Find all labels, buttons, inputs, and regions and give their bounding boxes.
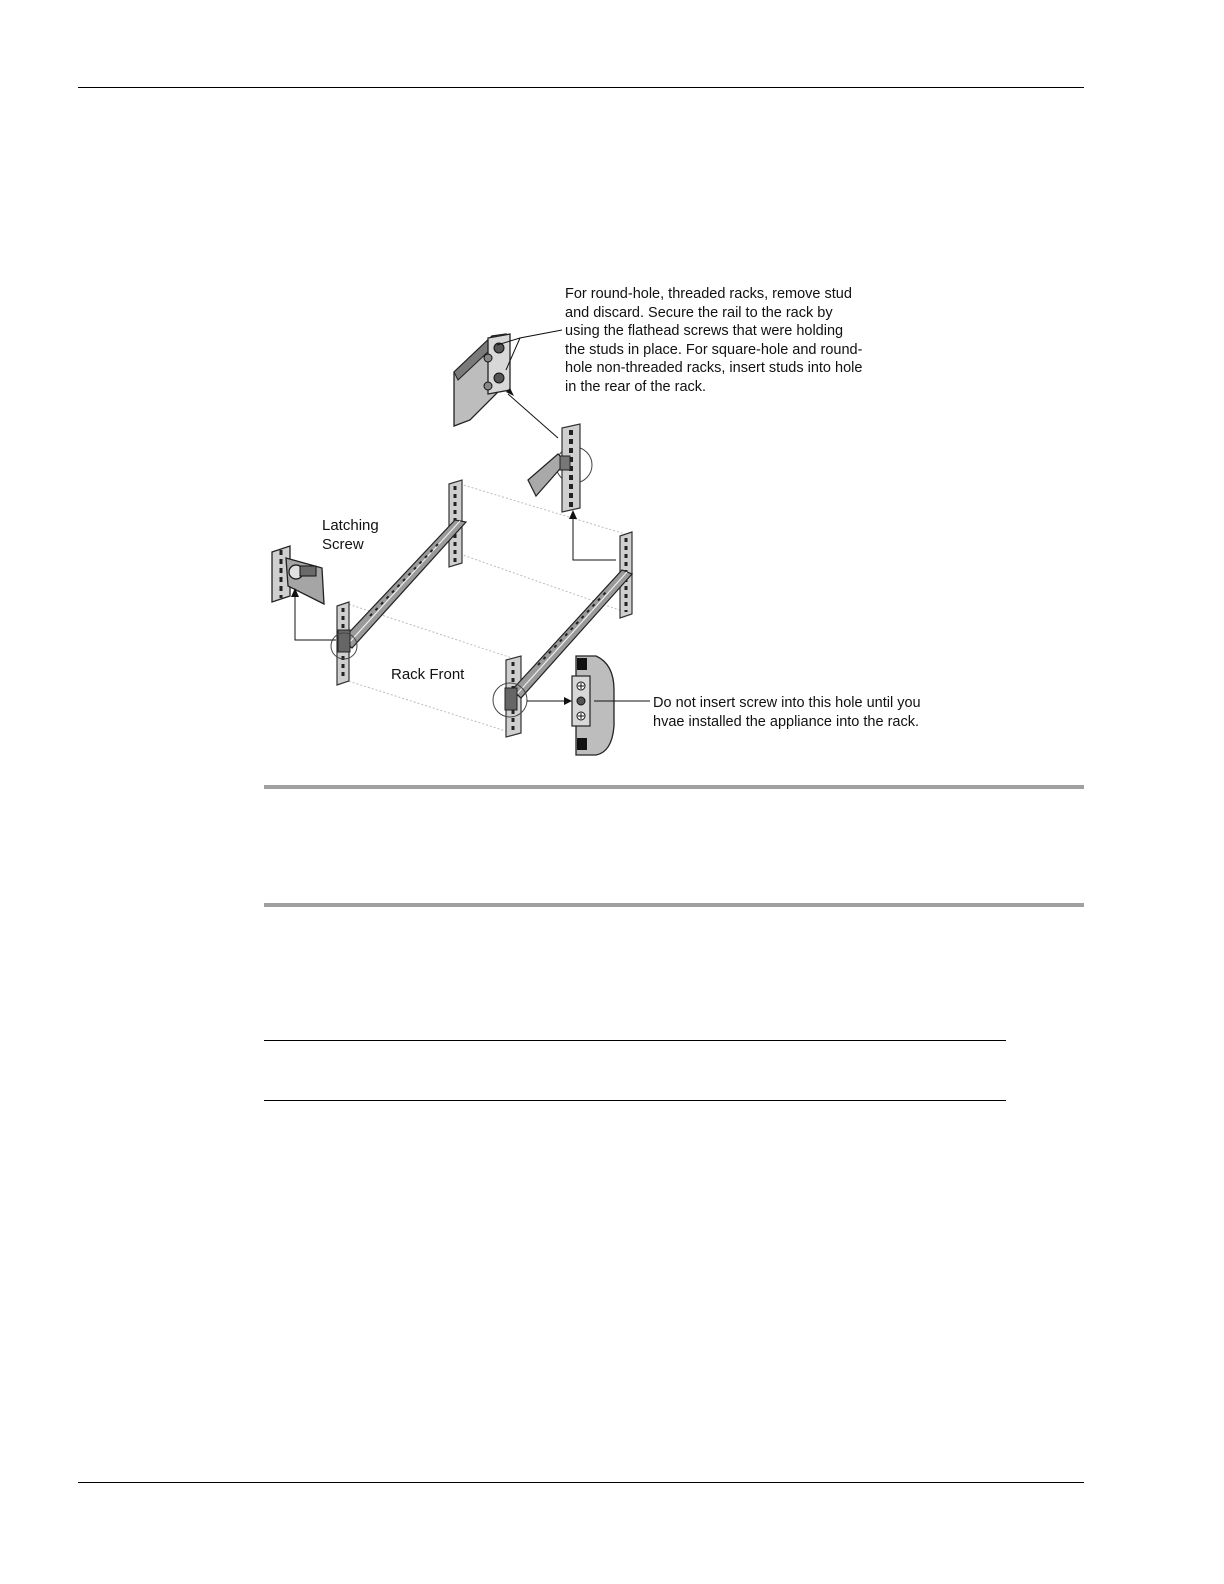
callout-studs-line: in the rear of the rack. — [565, 378, 707, 395]
callout-studs-text — [565, 285, 862, 396]
latching-screw-label — [322, 517, 379, 554]
screw-hole-detail — [572, 656, 614, 755]
stud-bracket-detail — [454, 334, 510, 426]
rear-detail-post — [528, 424, 580, 512]
callout-screw-hole-text — [653, 694, 921, 731]
latching-label-line: Latching — [322, 517, 379, 534]
latching-label-line: Screw — [322, 535, 364, 553]
callout-studs-line: and discard. Secure the rail to the rack by — [565, 304, 833, 321]
rack-front-label: Rack Front — [391, 666, 465, 683]
callout-studs-line: using the flathead screws that were holding — [565, 323, 844, 339]
callout-screw-line: hvae installed the appliance into the rack. — [653, 713, 920, 730]
callout-studs-line: the studs in place. For square-hole and round- — [565, 341, 863, 358]
callout-studs-line: hole non-threaded racks, insert studs into hole — [565, 360, 863, 376]
callout-studs-line: For round-hole, threaded racks, remove stud — [565, 286, 852, 302]
callout-screw-line: Do not insert screw into this hole until you — [653, 695, 921, 711]
